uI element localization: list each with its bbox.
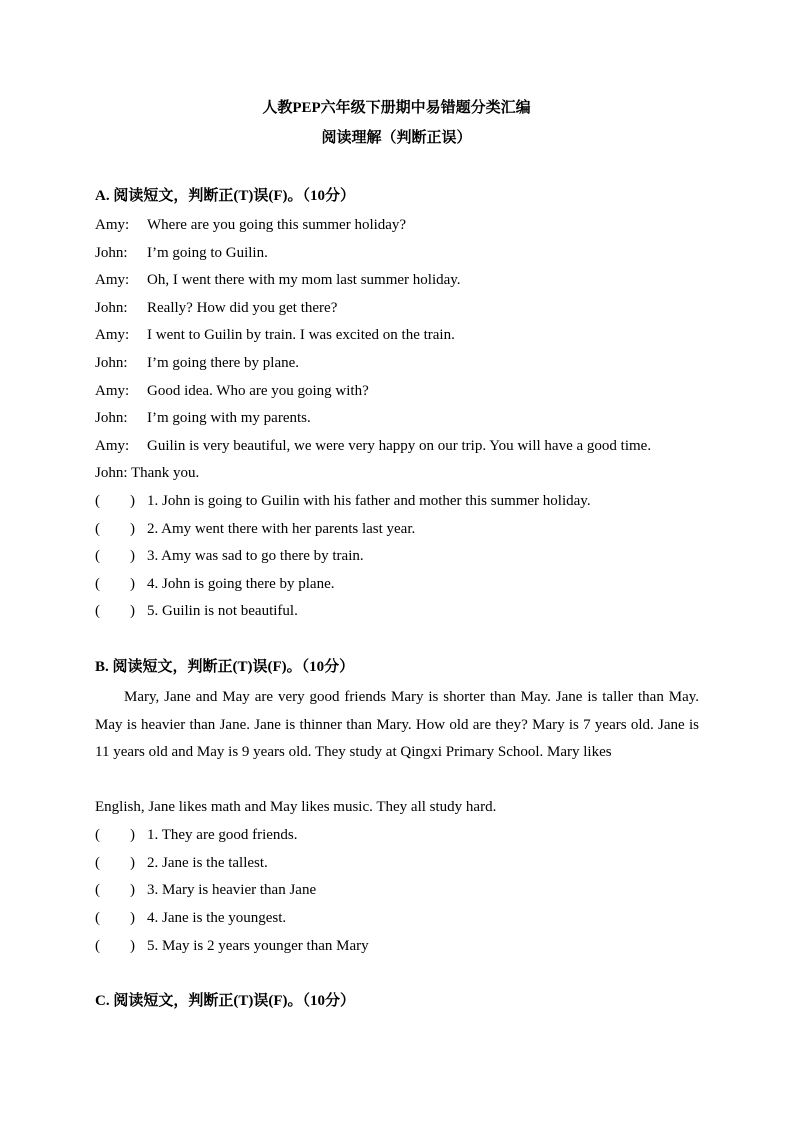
speaker: Amy: — [95, 217, 130, 233]
speaker: John: — [95, 245, 128, 261]
speaker: Amy: — [95, 438, 130, 454]
question-item — [95, 880, 316, 900]
section-c-heading: C. 阅读短文，判断正(T)误(F)。（10分） — [95, 993, 355, 1009]
dialogue-text: I’m going there by plane. — [147, 355, 300, 371]
answer-blank[interactable]: ( ) — [95, 910, 135, 926]
question-item — [95, 519, 415, 539]
speaker: John: — [95, 355, 128, 371]
dialogue-line — [95, 381, 369, 401]
speaker: Amy: — [95, 383, 130, 399]
answer-blank[interactable]: ( ) — [95, 548, 135, 564]
answer-blank[interactable]: ( ) — [95, 827, 135, 843]
question-item — [95, 853, 268, 873]
question-item — [95, 574, 334, 594]
answer-blank[interactable]: ( ) — [95, 521, 135, 537]
question-text: 4. John is going there by plane. — [147, 576, 335, 592]
dialogue-line — [95, 243, 268, 263]
question-text: 1. John is going to Guilin with his father and mother this summer holiday. — [147, 493, 591, 509]
document-title: 人教PEP六年级下册期中易错题分类汇编 — [262, 100, 531, 116]
answer-blank[interactable]: ( ) — [95, 576, 135, 592]
dialogue-line — [95, 353, 299, 373]
dialogue-text: Guilin is very beautiful, we were very happy on our trip. You will have a good time. — [147, 438, 652, 454]
question-item — [95, 825, 298, 845]
answer-blank[interactable]: ( ) — [95, 882, 135, 898]
answer-blank[interactable]: ( ) — [95, 603, 135, 619]
question-text: 5. May is 2 years younger than Mary — [147, 938, 369, 954]
question-text: 2. Jane is the tallest. — [147, 855, 268, 871]
dialogue-line — [95, 298, 337, 318]
dialogue-text: I’m going to Guilin. — [147, 245, 268, 261]
dialogue-line — [95, 270, 461, 290]
section-a-heading: A. 阅读短文，判断正(T)误(F)。（10分） — [95, 188, 355, 204]
question-text: 3. Mary is heavier than Jane — [147, 882, 317, 898]
dialogue-line — [95, 436, 651, 456]
question-item — [95, 601, 298, 621]
speaker: John: — [95, 300, 128, 316]
question-item — [95, 936, 369, 956]
dialogue-text: Where are you going this summer holiday? — [147, 217, 407, 233]
dialogue-text: Really? How did you get there? — [147, 300, 338, 316]
section-b-heading: B. 阅读短文，判断正(T)误(F)。（10分） — [95, 659, 355, 675]
dialogue-text: Good idea. Who are you going with? — [147, 383, 369, 399]
document-subtitle: 阅读理解（判断正误） — [321, 130, 472, 146]
question-item — [95, 491, 591, 511]
dialogue-line — [95, 325, 455, 345]
question-item — [95, 546, 364, 566]
speaker: John: — [95, 410, 128, 426]
reading-passage — [95, 684, 699, 767]
dialogue-line — [95, 408, 311, 428]
answer-blank[interactable]: ( ) — [95, 493, 135, 509]
speaker: Amy: — [95, 272, 130, 288]
dialogue-text: I went to Guilin by train. I was excited on the train. — [147, 327, 455, 343]
question-text: 5. Guilin is not beautiful. — [147, 603, 298, 619]
answer-blank[interactable]: ( ) — [95, 855, 135, 871]
question-text: 4. Jane is the youngest. — [147, 910, 287, 926]
dialogue-text: Oh, I went there with my mom last summer holiday. — [147, 272, 461, 288]
question-item — [95, 908, 286, 928]
passage-paragraph-continued: English, Jane likes math and May likes music. They all study hard. — [95, 799, 497, 815]
dialogue-line — [95, 215, 406, 235]
question-text: 1. They are good friends. — [147, 827, 298, 843]
dialogue-text: I’m going with my parents. — [147, 410, 311, 426]
question-text: 2. Amy went there with her parents last year. — [147, 521, 416, 537]
speaker: Amy: — [95, 327, 130, 343]
dialogue-closing: John: Thank you. — [95, 465, 200, 481]
question-text: 3. Amy was sad to go there by train. — [147, 548, 364, 564]
passage-paragraph: Mary, Jane and May are very good friends Mary is shorter than May. Jane is taller than May. May is heavier than Jane. Jane is thinner than Mary. How old are they? Mary is 7 years old. Jane is 11 years old and May is 9 years old. They study at Qingxi Primary School. Mary likes — [95, 689, 699, 761]
answer-blank[interactable]: ( ) — [95, 938, 135, 954]
